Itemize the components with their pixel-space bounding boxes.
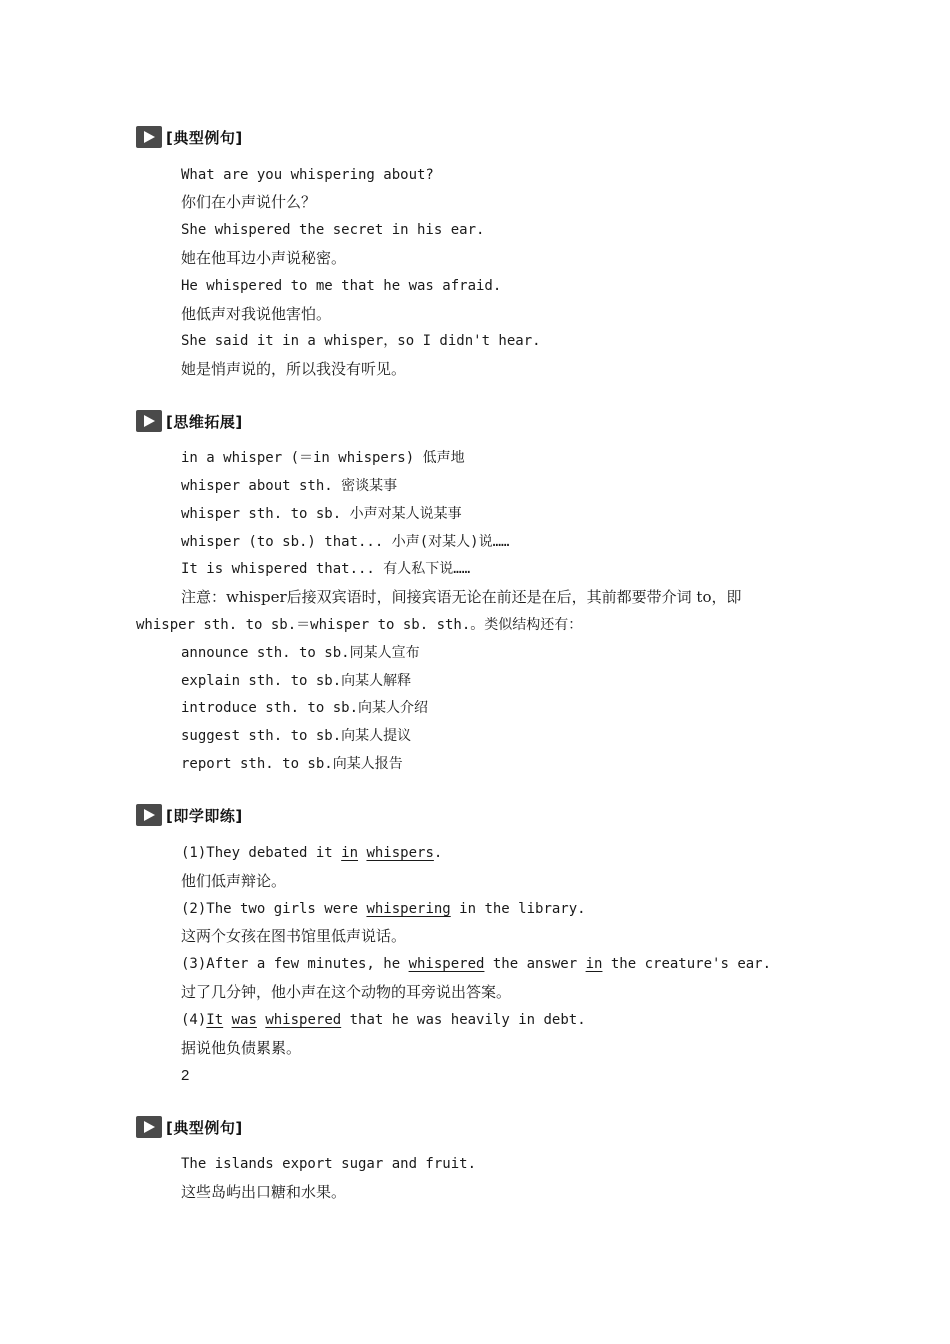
example-translation: 她是悄声说的，所以我没有听见。: [181, 360, 407, 378]
blank-answer: It: [206, 1012, 224, 1028]
section-title: [思维拓展]: [166, 412, 243, 431]
blank-answer: whispers: [366, 845, 434, 861]
exercise-text: (1)They debated it: [181, 845, 342, 861]
phrase-item: whisper (to sb.) that... 小声(对某人)说……: [181, 534, 510, 550]
play-icon: [136, 1116, 162, 1138]
blank-answer: was: [231, 1012, 257, 1028]
exercise-text: .: [433, 845, 443, 861]
example-translation: 他低声对我说他害怕。: [181, 305, 332, 323]
play-icon: [136, 126, 162, 148]
example-sentence: He whispered to me that he was afraid.: [181, 278, 502, 294]
section-title: [典型例句]: [166, 1118, 243, 1137]
phrase-item: whisper about sth. 密谈某事: [181, 478, 398, 494]
example-sentence: What are you whispering about?: [181, 167, 434, 183]
example-sentence: She whispered the secret in his ear.: [181, 222, 485, 238]
section-header-extension: [136, 408, 243, 434]
example-translation: 这些岛屿出口糖和水果。: [181, 1183, 347, 1201]
blank-answer: whispered: [265, 1012, 342, 1028]
phrase-item: suggest sth. to sb.向某人提议: [181, 728, 412, 744]
example-translation: 她在他耳边小声说秘密。: [181, 249, 347, 267]
play-icon: [136, 410, 162, 432]
exercise-text: the creature's ear.: [602, 956, 772, 972]
section-header-examples-1: [136, 124, 243, 150]
exercise-text: (3)After a few minutes, he: [181, 956, 409, 972]
exercise-text: the answer: [484, 956, 586, 972]
phrase-item: whisper sth. to sb. 小声对某人说某事: [181, 506, 462, 522]
blank-answer: whispered: [408, 956, 485, 972]
exercise-sentence-3: [181, 954, 771, 974]
blank-answer: in: [585, 956, 603, 972]
exercise-text: in the library.: [450, 901, 586, 917]
phrase-item: announce sth. to sb.同某人宣布: [181, 645, 420, 661]
example-translation: 你们在小声说什么？: [181, 193, 317, 211]
example-sentence: The islands export sugar and fruit.: [181, 1156, 477, 1172]
phrase-item: in a whisper (＝in whispers) 低声地: [181, 450, 465, 466]
exercise-translation-2: 这两个女孩在图书馆里低声说话。: [181, 927, 407, 945]
exercise-text: (2)The two girls were: [181, 901, 367, 917]
blank-answer: in: [341, 845, 359, 861]
exercise-sentence-1: [181, 843, 442, 863]
phrase-item: explain sth. to sb.向某人解释: [181, 673, 412, 689]
note-text: 注意：whisper后接双宾语时，间接宾语无论在前还是在后，其前都要带介词 to，即: [181, 588, 742, 606]
phrase-item: report sth. to sb.向某人报告: [181, 756, 403, 772]
exercise-sentence-4: [181, 1010, 586, 1030]
blank-answer: whispering: [366, 901, 451, 917]
exercise-sentence-2: [181, 899, 586, 919]
note-text-continued: whisper sth. to sb.＝whisper to sb. sth.。类似结构还有：: [136, 617, 583, 633]
section-title: [即学即练]: [166, 806, 243, 825]
exercise-text: [223, 1012, 231, 1028]
example-sentence: She said it in a whisper，so I didn't hear.: [181, 333, 541, 349]
exercise-text: that he was heavily in debt.: [341, 1012, 586, 1028]
phrase-item: introduce sth. to sb.向某人介绍: [181, 700, 429, 716]
section-header-practice: [136, 802, 243, 828]
exercise-text: (4): [181, 1012, 207, 1028]
play-icon: [136, 804, 162, 826]
exercise-translation-1: 他们低声辩论。: [181, 872, 287, 890]
exercise-translation-4: 据说他负债累累。: [181, 1039, 302, 1057]
exercise-translation-3: 过了几分钟，他小声在这个动物的耳旁说出答案。: [181, 983, 512, 1001]
section-header-examples-2: [136, 1114, 243, 1140]
item-number: 2: [181, 1067, 190, 1084]
section-title: [典型例句]: [166, 128, 243, 147]
phrase-item: It is whispered that... 有人私下说……: [181, 561, 471, 577]
